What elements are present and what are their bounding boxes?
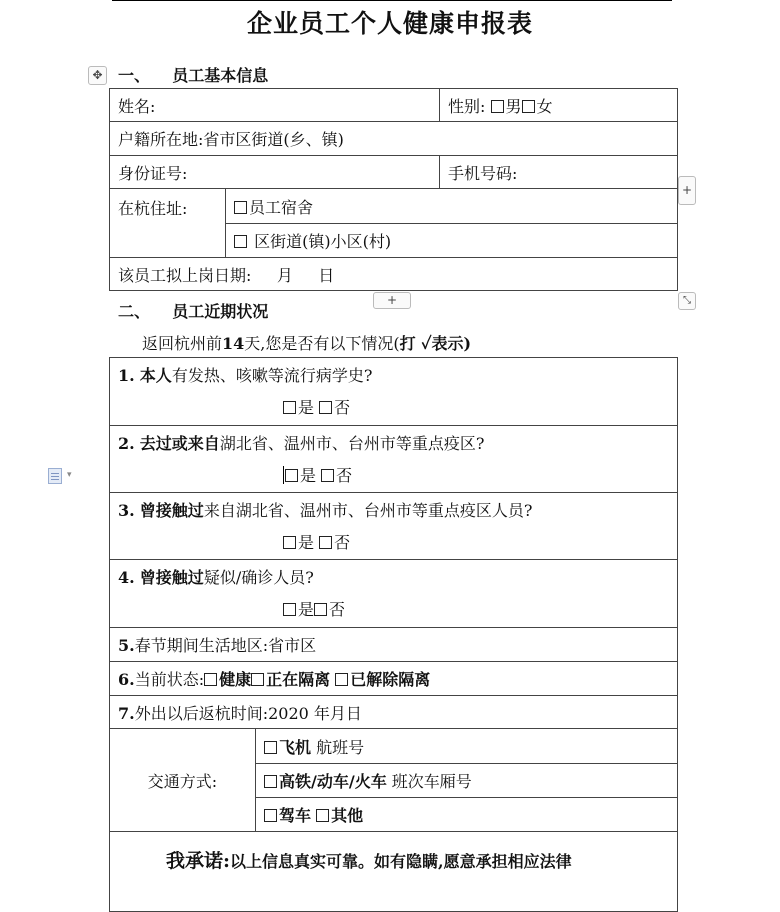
- transport-train[interactable]: 高铁/动车/火车 班次车厢号: [256, 764, 678, 798]
- q4-yes-checkbox[interactable]: [283, 603, 296, 616]
- isolating-checkbox[interactable]: [251, 673, 264, 686]
- question-2: 2. 去过或来自湖北省、温州市、台州市等重点疫区? 是 否: [110, 426, 678, 493]
- question-3: 3. 曾接触过来自湖北省、温州市、台州市等重点疫区人员? 是 否: [110, 493, 678, 560]
- section-1-label: 员工基本信息: [172, 66, 269, 85]
- address-option-dorm[interactable]: 员工宿舍: [226, 189, 678, 224]
- start-date-field[interactable]: 该员工拟上岗日期: 月 日: [110, 258, 678, 291]
- table-resize-handle[interactable]: ⤡: [678, 292, 696, 310]
- chevron-down-icon[interactable]: ▾: [67, 470, 72, 480]
- q4-no-checkbox[interactable]: [314, 603, 327, 616]
- section-1-heading: [118, 63, 268, 86]
- train-checkbox[interactable]: [264, 775, 277, 788]
- section-1-number: 一、: [118, 66, 151, 85]
- question-7[interactable]: 7.外出以后返杭时间:2020 年月日: [110, 696, 678, 729]
- q1-no-checkbox[interactable]: [319, 401, 332, 414]
- healthy-checkbox[interactable]: [204, 673, 217, 686]
- id-number-field[interactable]: 身份证号:: [110, 156, 440, 189]
- add-column-button[interactable]: +: [678, 176, 696, 205]
- section-2-heading: [118, 299, 268, 322]
- promise-statement: 我承诺:以上信息真实可靠。如有隐瞒,愿意承担相应法律: [110, 832, 678, 912]
- other-transport-checkbox[interactable]: [316, 809, 329, 822]
- q1-yes-checkbox[interactable]: [283, 401, 296, 414]
- text-cursor: [283, 466, 284, 484]
- female-checkbox[interactable]: [522, 100, 535, 113]
- other-address-checkbox[interactable]: [234, 235, 247, 248]
- question-4: 4. 曾接触过疑似/确诊人员? 是 否: [110, 560, 678, 628]
- q2-yes-checkbox[interactable]: [285, 469, 298, 482]
- intro-text: 返回杭州前14天,您是否有以下情况(打 ✓表示): [142, 334, 472, 353]
- q3-no-checkbox[interactable]: [319, 536, 332, 549]
- question-6: 6.当前状态: 健康 正在隔离 已解除隔离: [110, 662, 678, 696]
- question-5[interactable]: 5.春节期间生活地区:省市区: [110, 628, 678, 662]
- q3-yes-checkbox[interactable]: [283, 536, 296, 549]
- q2-no-checkbox[interactable]: [321, 469, 334, 482]
- health-status-table: [109, 357, 678, 912]
- document-icon[interactable]: [48, 468, 62, 484]
- plane-checkbox[interactable]: [264, 741, 277, 754]
- dorm-checkbox[interactable]: [234, 201, 247, 214]
- phone-field[interactable]: 手机号码:: [440, 156, 678, 189]
- gender-field: 性别: 男 女: [440, 89, 678, 122]
- transport-drive-other: 驾车 其他: [256, 798, 678, 832]
- male-checkbox[interactable]: [491, 100, 504, 113]
- add-row-button[interactable]: +: [373, 292, 411, 309]
- question-1: 1. 本人有发热、咳嗽等流行病学史? 是 否: [110, 358, 678, 426]
- released-checkbox[interactable]: [335, 673, 348, 686]
- section-2-number: 二、: [118, 302, 151, 321]
- page-top-rule: [112, 0, 672, 1]
- name-field[interactable]: 姓名:: [110, 89, 440, 122]
- document-title: 企业员工个人健康申报表: [246, 9, 533, 38]
- address-label: 在杭住址:: [110, 189, 226, 258]
- basic-info-table: [109, 88, 678, 291]
- table-move-handle[interactable]: ✥: [88, 66, 107, 85]
- drive-checkbox[interactable]: [264, 809, 277, 822]
- address-option-other[interactable]: 区街道(镇)小区(村): [226, 224, 678, 258]
- section-2-label: 员工近期状况: [172, 302, 269, 321]
- hukou-field[interactable]: 户籍所在地:省市区街道(乡、镇): [110, 122, 678, 156]
- transport-label: 交通方式:: [110, 729, 256, 832]
- transport-plane[interactable]: 飞机 航班号: [256, 729, 678, 764]
